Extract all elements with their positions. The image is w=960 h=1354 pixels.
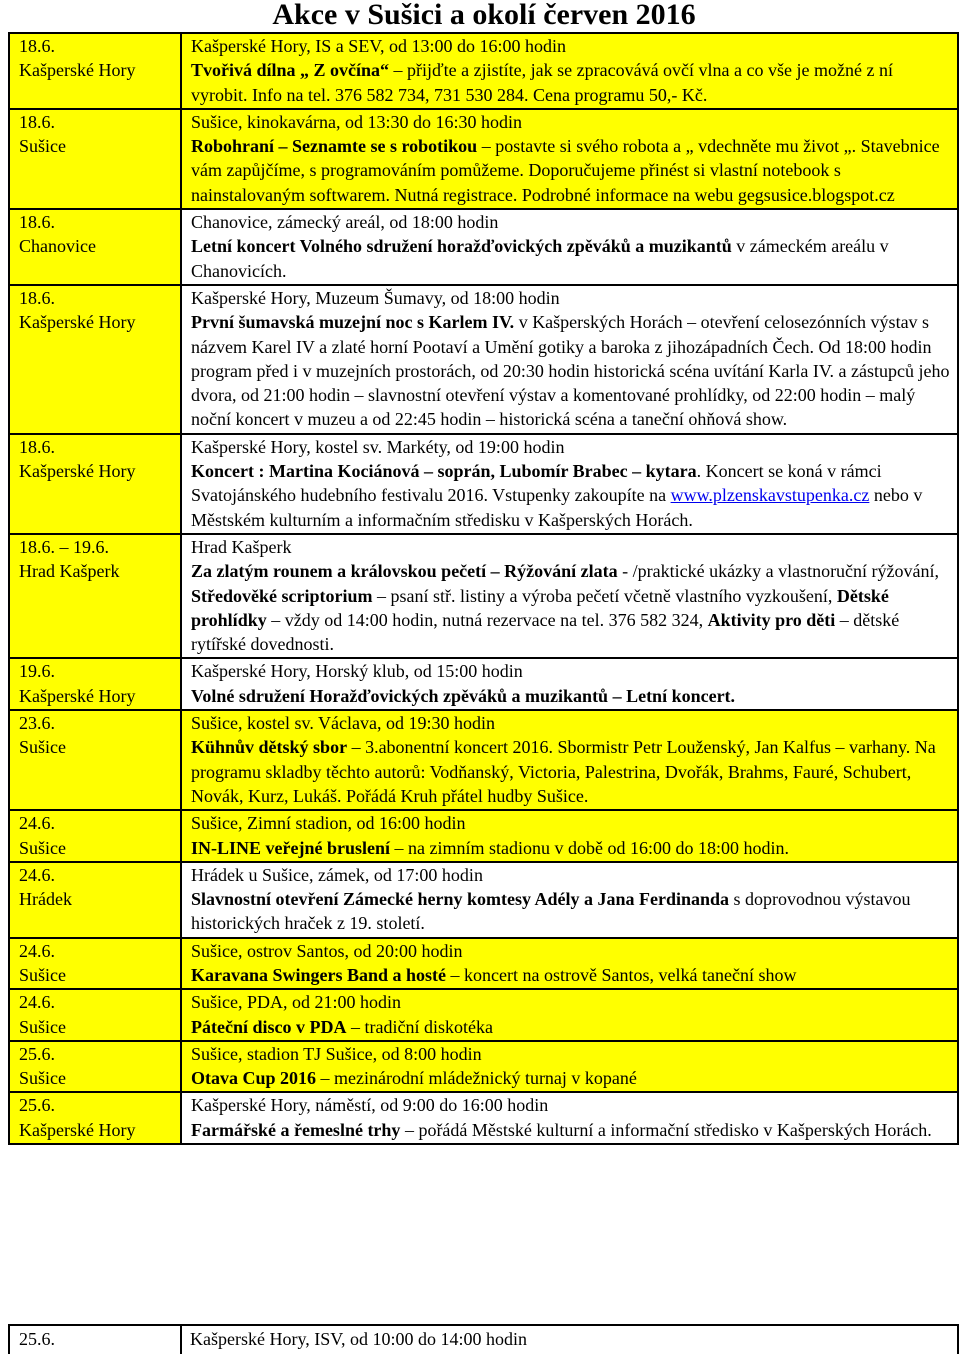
event-date-cell [9,989,181,1041]
event-date: 25.6. [19,1095,55,1116]
event-highlight: Za zlatým rounem a královskou pečetí – Rýžování zlata [191,561,618,582]
event-date-cell [9,209,181,285]
footer-date: 25.6. [19,1329,55,1349]
event-description [181,710,958,810]
event-text: – vždy od 14:00 hodin, nutná rezervace na tel. 376 582 324, [266,609,708,630]
event-row [9,938,958,990]
event-date-cell [9,33,181,109]
event-description [181,810,958,862]
event-description [181,658,958,710]
event-text: Sušice, PDA, od 21:00 hodin [191,992,402,1013]
event-description [181,285,958,434]
event-place: Kašperské Hory [19,60,136,81]
event-row [9,109,958,209]
event-description [181,1041,958,1093]
event-description [181,938,958,990]
event-text: Hrádek u Sušice, zámek, od 17:00 hodin [191,864,483,885]
event-row [9,658,958,710]
event-place: Kašperské Hory [19,312,136,333]
event-place: Sušice [19,737,66,758]
event-date-cell [9,534,181,658]
event-row [9,285,958,434]
event-description [181,434,958,534]
event-highlight: Farmářské a řemeslné trhy [191,1119,401,1140]
event-place: Sušice [19,1068,66,1089]
event-description [181,534,958,658]
event-highlight: Páteční disco v PDA [191,1016,347,1037]
event-date-cell [9,109,181,209]
page-title [0,0,960,32]
event-row [9,710,958,810]
event-date: 24.6. [19,940,55,961]
event-text: – 3.abonentní koncert 2016. Sbormistr Petr Louženský, Jan Kalfus – varhany. Na programu skladby těchto autorů: Vodňanský, Victoria, Palestrina, Dvořák, Brahms, Fauré, Schubert, Novák, Kurz, Lukáš. Pořádá Kruh přátel hudby Sušice. [191,737,936,806]
event-text: Kašperské Hory, Muzeum Šumavy, od 18:00 hodin [191,287,560,308]
event-highlight: Robohraní – Seznamte se s robotikou [191,136,478,157]
event-date: 24.6. [19,992,55,1013]
event-place: Kašperské Hory [19,1119,136,1140]
event-date-cell [9,1041,181,1093]
event-row [9,989,958,1041]
event-date: 23.6. [19,713,55,734]
event-place: Sušice [19,837,66,858]
event-date: 24.6. [19,864,55,885]
event-description [181,862,958,938]
event-place: Kašperské Hory [19,461,136,482]
event-date: 18.6. [19,111,55,132]
event-highlight: Otava Cup 2016 [191,1068,317,1089]
event-text: – postavte si svého robota a „ vdechněte mu život „. Stavebnice vám zapůjčíme, s programováním pomůžeme. Doporučujeme přinést si vlastní notebook s nainstalovaným softwarem. Nutná registrace. Podrobné informace na webu gegsusice.blogspot.cz [191,136,940,205]
event-text: Kašperské Hory, náměstí, od 9:00 do 16:00 hodin [191,1095,549,1116]
event-text: – tradiční diskotéka [346,1016,493,1037]
event-date-cell [9,658,181,710]
event-text: Kašperské Hory, kostel sv. Markéty, od 19:00 hodin [191,436,565,457]
event-text: – mezinárodní mládežnický turnaj v kopané [316,1068,637,1089]
event-date: 18.6. [19,287,55,308]
event-date-cell [9,938,181,990]
event-description [181,33,958,109]
event-text: Kašperské Hory, Horský klub, od 15:00 hodin [191,661,523,682]
event-description [181,989,958,1041]
event-row [9,1092,958,1144]
event-date-cell [9,434,181,534]
event-text: Chanovice, zámecký areál, od 18:00 hodin [191,212,499,233]
event-row [9,1041,958,1093]
event-text: s doprovodnou výstavou historických hraček z 19. století. [191,889,911,934]
event-description [181,109,958,209]
event-highlight: Letní koncert Volného sdružení horažďovických zpěváků a muzikantů [191,236,732,257]
event-date-cell [9,862,181,938]
page-title-text: Akce v Sušici a okolí červen 2016 [272,0,696,31]
event-text: – dětské rytířské dovednosti. [191,609,900,655]
event-row [9,534,958,658]
events-table [8,32,959,1145]
event-place: Sušice [19,136,66,157]
event-date: 25.6. [19,1043,55,1064]
event-date: 18.6. [19,436,55,457]
event-place: Chanovice [19,236,96,257]
event-row [9,209,958,285]
event-text: – psaní stř. listiny a výroba pečetí včetně vlastního vyzkoušení, [372,585,837,606]
event-text: – na zimním stadionu v době od 16:00 do 18:00 hodin. [390,837,789,858]
event-text: v zámeckém areálu v Chanovicích. [191,236,889,281]
event-highlight: Slavnostní otevření Zámecké herny komtesy Adély a Jana Ferdinanda [191,889,730,910]
event-row [9,33,958,109]
event-row [9,810,958,862]
event-row [9,862,958,938]
event-highlight: Středověké scriptorium [191,585,373,606]
footer-text: Kašperské Hory, ISV, od 10:00 do 14:00 hodin [190,1329,527,1349]
event-description [181,1092,958,1144]
event-date: 24.6. [19,813,55,834]
event-highlight: Koncert : Martina Kociánová – soprán, Lubomír Brabec – kytara [191,461,697,482]
event-date-cell [9,285,181,434]
event-text: Sušice, Zimní stadion, od 16:00 hodin [191,813,466,834]
event-text: v Kašperských Horách – otevření celosezónních výstav s názvem Karel IV a zlaté horní Pootaví a Umění gotiky a baroka z jihozápadních Čech. Od 18:00 hodin program před i v muzejních prostorách, od 20:30 hodin historická scéna uvítání Karla IV. a zástupců jeho dvora, od 21:00 hodin – slavnostní otevření výstav a komentované prohlídky, od 22:00 hodin – malý noční koncert v muzeu a od 22:45 hodin – historická scéna a taneční ohňová show. [191,312,950,430]
event-text: – přijďte a zjistíte, jak se zpracovává ovčí vlna a co vše je možné z ní vyrobit. Info na tel. 376 582 734, 731 530 284. Cena programu 50,- Kč. [191,60,893,105]
event-text: Kašperské Hory, IS a SEV, od 13:00 do 16:00 hodin [191,36,566,56]
event-text: Sušice, kostel sv. Václava, od 19:30 hodin [191,713,495,734]
event-place: Hrádek [19,889,72,910]
event-row [9,434,958,534]
event-text: Sušice, stadion TJ Sušice, od 8:00 hodin [191,1043,482,1064]
event-date-cell [9,810,181,862]
event-highlight: Aktivity pro děti [707,609,836,630]
event-highlight: První šumavská muzejní noc s Karlem IV. [191,312,515,333]
event-date-cell [9,710,181,810]
event-text: – pořádá Městské kulturní a informační středisko v Kašperských Horách. [400,1119,932,1140]
event-date: 18.6. [19,36,55,56]
event-text: - /praktické ukázky a vlastnoruční rýžování, [617,561,940,582]
events-table-body [9,33,958,1144]
event-date: 18.6. – 19.6. [19,536,109,557]
event-place: Hrad Kašperk [19,561,120,582]
event-highlight: Kühnův dětský sbor [191,737,348,758]
event-place: Kašperské Hory [19,685,136,706]
footer-row [8,1324,959,1354]
event-date-cell [9,1092,181,1144]
event-text: – koncert na ostrově Santos, velká taneční show [446,964,797,985]
event-date: 19.6. [19,661,55,682]
event-highlight: Volné sdružení Horažďovických zpěváků a muzikantů – Letní koncert. [191,685,736,706]
event-place: Sušice [19,1016,66,1037]
event-text: nebo v Městském kulturním a informačním středisku v Kašperských Horách. [191,485,923,530]
footer-divider [180,1326,182,1354]
event-text: Hrad Kašperk [191,536,292,557]
event-highlight: Dětské prohlídky [191,585,889,630]
event-text: . Koncert se koná v rámci Svatojánského hudebního festivalu 2016. Vstupenky zakoupíte na [191,461,882,506]
event-highlight: IN-LINE veřejné bruslení [191,837,390,858]
ticket-link[interactable]: www.plzenskavstupenka.cz [670,485,870,506]
event-text: Sušice, kinokavárna, od 13:30 do 16:30 hodin [191,111,522,132]
event-date: 18.6. [19,212,55,233]
event-text: Sušice, ostrov Santos, od 20:00 hodin [191,940,463,961]
event-description [181,209,958,285]
event-place: Sušice [19,964,66,985]
event-highlight: Tvořivá dílna „ Z ovčína“ [191,60,390,81]
event-highlight: Karavana Swingers Band a hosté [191,964,447,985]
